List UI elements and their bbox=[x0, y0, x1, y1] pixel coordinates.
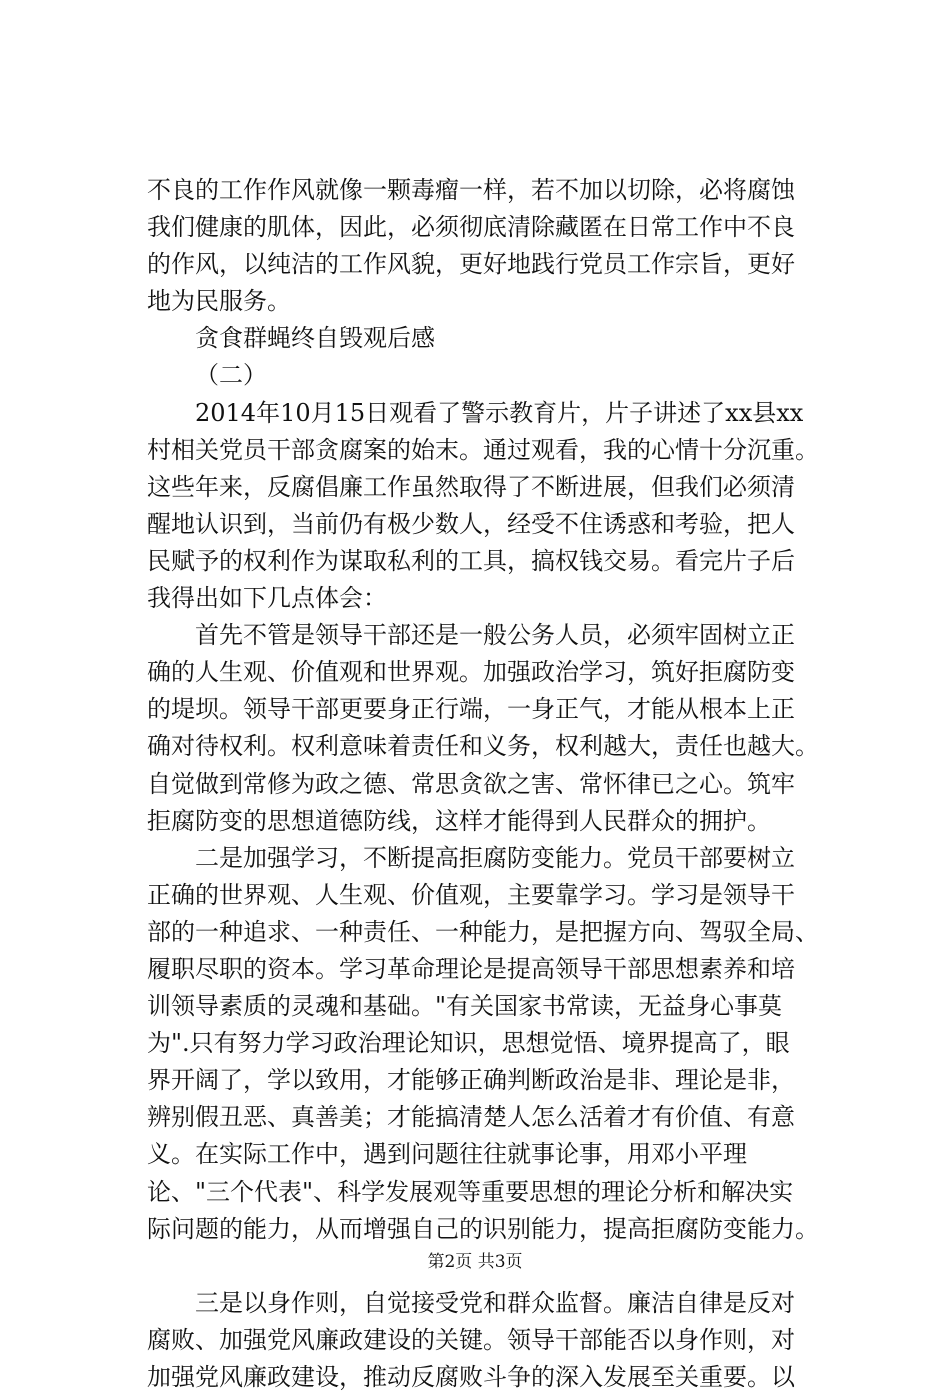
text-line: 不良的工作作风就像一颗毒瘤一样，若不加以切除，必将腐蚀 bbox=[147, 176, 795, 204]
paragraph bbox=[147, 840, 857, 1248]
paragraph bbox=[147, 172, 857, 320]
text-line: 地为民服务。 bbox=[147, 287, 291, 316]
text-line: 拒腐防变的思想道德防线，这样才能得到人民群众的拥护。 bbox=[147, 806, 771, 835]
text-line: 二是加强学习，不断提高拒腐防变能力。党员干部要树立 bbox=[195, 843, 795, 872]
text-line: 的作风，以纯洁的工作风貌，更好地践行党员工作宗旨，更好 bbox=[147, 250, 795, 279]
text-line: 村相关党员干部贪腐案的始末。通过观看，我的心情十分沉重。 bbox=[147, 435, 819, 464]
text-line: 三是以身作则，自觉接受党和群众监督。廉洁自律是反对 bbox=[195, 1288, 795, 1317]
text-line: 际问题的能力，从而增强自己的识别能力，提高拒腐防变能力。 bbox=[147, 1214, 819, 1243]
text-line: 醒地认识到，当前仍有极少数人，经受不住诱惑和考验，把人 bbox=[147, 509, 795, 538]
body-text bbox=[147, 172, 857, 1396]
text-line: 自觉做到常修为政之德、常思贪欲之害、常怀律已之心。筑牢 bbox=[147, 769, 795, 798]
text-line: 确对待权利。权利意味着责任和义务，权利越大，责任也越大。 bbox=[147, 732, 819, 761]
text-line: 我们健康的肌体，因此，必须彻底清除藏匿在日常工作中不良 bbox=[147, 213, 795, 242]
text-line: 2014年10月15日观看了警示教育片，片子讲述了xx县xx bbox=[195, 398, 804, 427]
text-line: 加强党风廉政建设，推动反腐败斗争的深入发展至关重要。以 bbox=[147, 1363, 795, 1391]
text-line: 这些年来，反腐倡廉工作虽然取得了不断进展，但我们必须清 bbox=[147, 472, 795, 501]
text-line: 的堤坝。领导干部更要身正行端，一身正气，才能从根本上正 bbox=[147, 695, 795, 724]
text-line: 义。在实际工作中，遇到问题往往就事论事，用邓小平理 bbox=[147, 1140, 747, 1169]
paragraph bbox=[147, 357, 857, 394]
text-line: 论、"三个代表"、科学发展观等重要思想的理论分析和解决实 bbox=[147, 1177, 794, 1206]
text-line: 正确的世界观、人生观、价值观，主要靠学习。学习是领导干 bbox=[147, 880, 795, 909]
text-line: 训领导素质的灵魂和基础。"有关国家书常读，无益身心事莫 bbox=[147, 992, 783, 1021]
paragraph bbox=[147, 617, 857, 840]
text-line: 贪食群蝇终自毁观后感 bbox=[195, 324, 435, 353]
page-footer: 第2页 共3页 bbox=[427, 1252, 523, 1272]
text-line: 为".只有努力学习政治理论知识，思想觉悟、境界提高了，眼 bbox=[147, 1029, 790, 1058]
text-line: 界开阔了，学以致用，才能够正确判断政治是非、理论是非， bbox=[147, 1066, 795, 1095]
text-line: 民赋予的权利作为谋取私利的工具，搞权钱交易。看完片子后 bbox=[147, 546, 795, 575]
text-line: 我得出如下几点体会： bbox=[147, 584, 387, 613]
text-line: 履职尽职的资本。学习革命理论是提高领导干部思想素养和培 bbox=[147, 954, 795, 983]
text-line: 腐败、加强党风廉政建设的关键。领导干部能否以身作则，对 bbox=[147, 1325, 795, 1354]
text-line: 首先不管是领导干部还是一般公务人员，必须牢固树立正 bbox=[195, 621, 795, 650]
text-line: 辨别假丑恶、真善美；才能搞清楚人怎么活着才有价值、有意 bbox=[147, 1103, 795, 1132]
text-line: （二） bbox=[195, 361, 267, 390]
paragraph bbox=[147, 395, 857, 618]
text-line: 确的人生观、价值观和世界观。加强政治学习，筑好拒腐防变 bbox=[147, 658, 795, 687]
paragraph bbox=[147, 320, 857, 357]
text-line: 部的一种追求、一种责任、一种能力，是把握方向、驾驭全局、 bbox=[147, 917, 819, 946]
paragraph bbox=[147, 1285, 857, 1396]
